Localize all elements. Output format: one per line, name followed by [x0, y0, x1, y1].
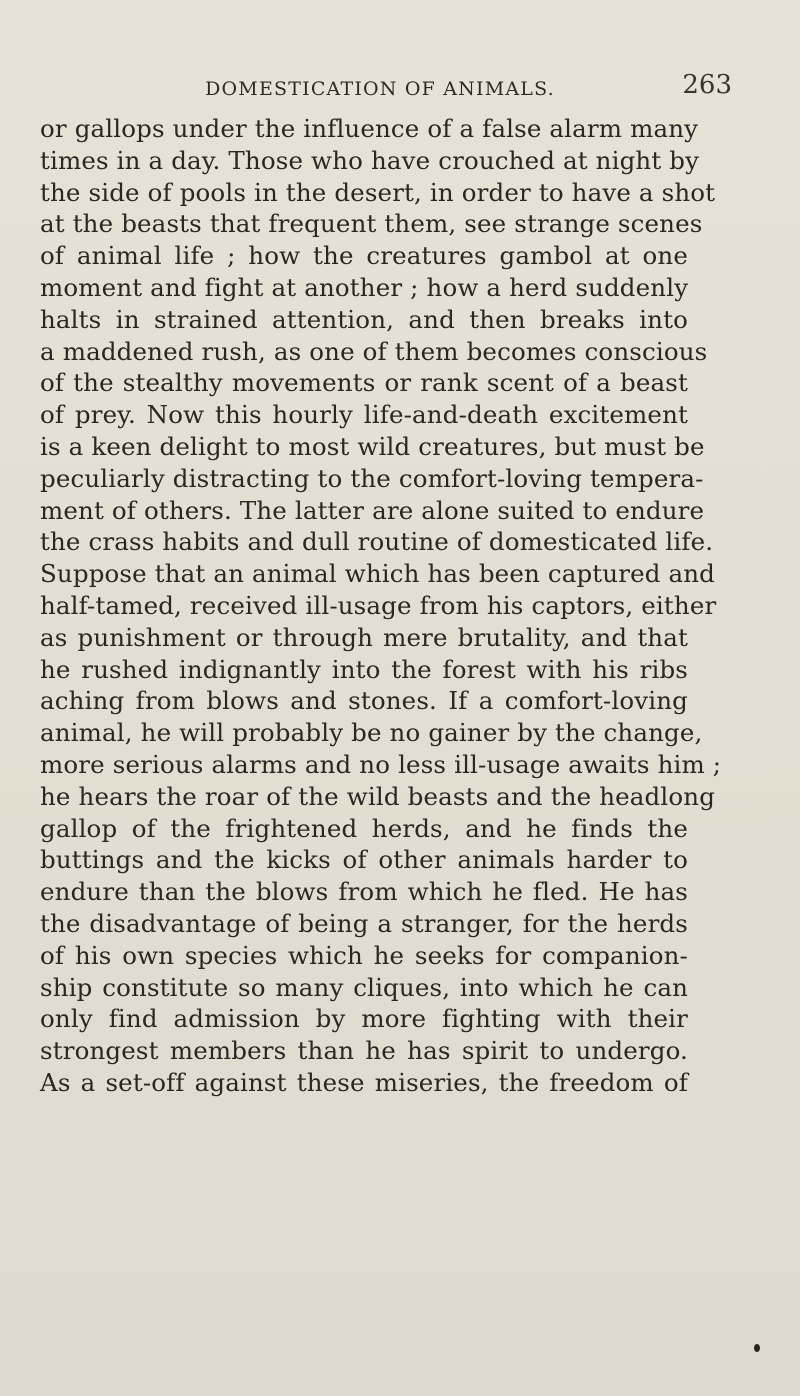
text-line: of his own species which he seeks for companion-: [40, 940, 688, 970]
text-line: ship constitute so many cliques, into which he can: [40, 972, 688, 1002]
text-line: As a set-off against these miseries, the freedom of: [40, 1067, 688, 1097]
text-line: buttings and the kicks of other animals harder to: [40, 845, 688, 875]
text-line: at the beasts that frequent them, see strange scenes: [40, 209, 703, 239]
text-line: half-tamed, received ill-usage from his captors, either: [40, 590, 717, 620]
text-line: he hears the roar of the wild beasts and the headlong: [40, 781, 716, 811]
text-line: the crass habits and dull routine of domesticated life.: [40, 527, 714, 557]
text-line: gallop of the frightened herds, and he finds the: [40, 813, 688, 843]
text-line: the disadvantage of being a stranger, for the herds: [40, 908, 688, 938]
text-line: of animal life ; how the creatures gambol at one: [40, 241, 688, 271]
text-line: Suppose that an animal which has been captured and: [40, 559, 716, 589]
text-line: moment and fight at another ; how a herd suddenly: [40, 272, 689, 302]
text-line: or gallops under the influence of a false alarm many: [40, 114, 699, 143]
text-line: strongest members than he has spirit to undergo.: [40, 1036, 688, 1066]
text-line: ment of others. The latter are alone suited to endure: [40, 495, 705, 525]
body-text: [40, 113, 722, 1099]
text-line: of the stealthy movements or rank scent of a beast: [40, 368, 688, 398]
text-line: a maddened rush, as one of them becomes conscious: [40, 336, 708, 366]
text-line: aching from blows and stones. If a comfort-loving: [40, 686, 688, 716]
text-line: is a keen delight to most wild creatures, but must be: [40, 431, 705, 461]
text-line: of prey. Now this hourly life-and-death excitement: [40, 400, 688, 430]
text-line: more serious alarms and no less ill-usage awaits him ;: [40, 749, 722, 779]
text-line: only find admission by more fighting with their: [40, 1004, 688, 1034]
text-line: halts in strained attention, and then breaks into: [40, 304, 688, 334]
text-line: the side of pools in the desert, in order to have a shot: [40, 177, 716, 207]
text-line: as punishment or through mere brutality, and that: [40, 622, 688, 652]
page-number: 263: [682, 70, 732, 100]
ink-spot: [754, 1344, 760, 1352]
text-line: times in a day. Those who have crouched at night by: [40, 145, 700, 175]
text-line: peculiarly distracting to the comfort-loving tempera-: [40, 463, 704, 493]
running-head: DOMESTICATION OF ANIMALS.: [205, 78, 555, 100]
text-line: he rushed indignantly into the forest with his ribs: [40, 654, 688, 684]
text-line: endure than the blows from which he fled. He has: [40, 877, 688, 907]
text-line: animal, he will probably be no gainer by the change,: [40, 718, 703, 748]
